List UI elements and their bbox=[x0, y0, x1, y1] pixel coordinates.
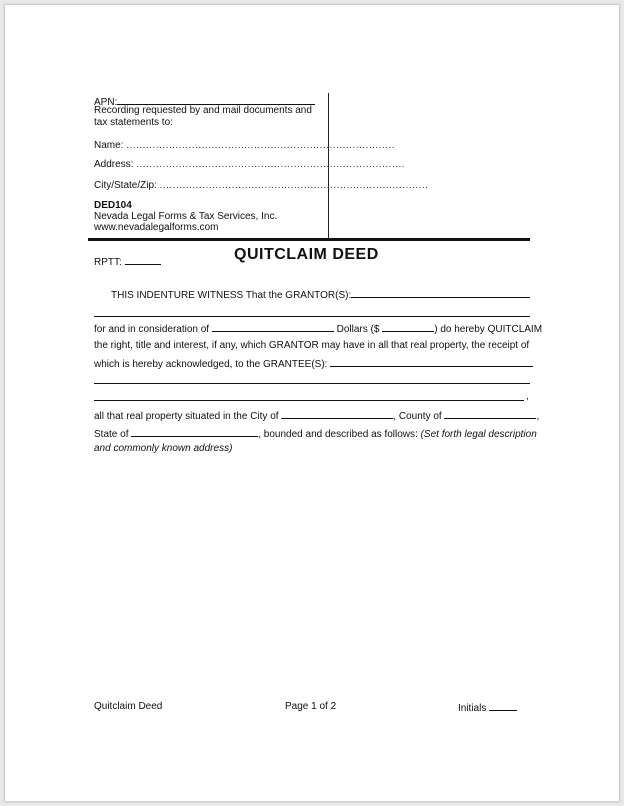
citystatezip-row bbox=[94, 180, 429, 192]
city-blank[interactable] bbox=[281, 409, 393, 419]
rights-line: the right, title and interest, if any, which GRANTOR may have in all that real property, the receipt of bbox=[94, 340, 530, 351]
consideration-text-a: for and in consideration of bbox=[94, 324, 210, 335]
county-blank[interactable] bbox=[444, 409, 536, 419]
recording-line-1: Recording requested by and mail documents and bbox=[94, 105, 312, 116]
company-website: www.nevadalegalforms.com bbox=[94, 222, 219, 233]
address-dotted-blank[interactable]: .................................................................................. bbox=[136, 159, 406, 170]
name-row bbox=[94, 140, 396, 152]
grantee-blank[interactable] bbox=[330, 357, 533, 367]
grantee-blank-line-3[interactable] bbox=[94, 400, 524, 401]
consideration-text-b: Dollars ($ bbox=[336, 324, 380, 335]
property-text-b: , County of bbox=[393, 411, 442, 422]
initials-blank[interactable] bbox=[489, 701, 517, 711]
header-divider bbox=[88, 238, 530, 241]
footer-initials-row bbox=[458, 701, 517, 715]
state-row bbox=[94, 427, 537, 441]
document-title: QUITCLAIM DEED bbox=[234, 246, 379, 263]
state-text-c: (Set forth legal description bbox=[420, 429, 537, 440]
property-row bbox=[94, 409, 539, 423]
grantee-row bbox=[94, 357, 533, 371]
state-text-b: , bounded and described as follows: bbox=[258, 429, 418, 440]
grantor-blank[interactable] bbox=[351, 288, 530, 298]
consideration-words-blank[interactable] bbox=[212, 322, 334, 332]
rptt-row bbox=[94, 255, 161, 269]
rptt-label: RPTT: bbox=[94, 257, 122, 268]
state-blank[interactable] bbox=[131, 427, 258, 437]
company-name: Nevada Legal Forms & Tax Services, Inc. bbox=[94, 211, 278, 222]
property-text-a: all that real property situated in the City of bbox=[94, 411, 279, 422]
footer-initials-label: Initials bbox=[458, 703, 487, 714]
consideration-text-c: ) do hereby QUITCLAIM bbox=[434, 324, 543, 335]
apn-label: APN: bbox=[94, 97, 118, 108]
grantee-comma: , bbox=[526, 391, 529, 402]
address-row bbox=[94, 159, 406, 171]
property-text-c: , bbox=[536, 411, 540, 422]
rptt-blank[interactable] bbox=[125, 255, 161, 265]
recording-line-2: tax statements to: bbox=[94, 117, 173, 128]
citystatezip-dotted-blank[interactable]: .................................................................................. bbox=[159, 180, 429, 191]
grantee-text: which is hereby acknowledged, to the GRANTEE(S): bbox=[94, 359, 328, 370]
state-text-a: State of bbox=[94, 429, 129, 440]
citystatezip-label: City/State/Zip: bbox=[94, 180, 157, 191]
indenture-text: THIS INDENTURE WITNESS That the GRANTOR(S): bbox=[111, 290, 352, 301]
apn-blank[interactable] bbox=[117, 95, 315, 105]
footer-doc-name: Quitclaim Deed bbox=[94, 701, 163, 712]
name-label: Name: bbox=[94, 140, 124, 151]
grantor-blank-line-2[interactable] bbox=[94, 316, 530, 317]
consideration-amount-blank[interactable] bbox=[382, 322, 434, 332]
name-dotted-blank[interactable]: .................................................................................. bbox=[126, 140, 396, 151]
address-label: Address: bbox=[94, 159, 134, 170]
grantee-blank-line-2[interactable] bbox=[94, 383, 530, 384]
indenture-row bbox=[111, 288, 530, 302]
state-text-d: and commonly known address) bbox=[94, 443, 233, 454]
form-code: DED104 bbox=[94, 200, 132, 211]
footer-page-number: Page 1 of 2 bbox=[285, 701, 337, 712]
consideration-row bbox=[94, 322, 542, 336]
